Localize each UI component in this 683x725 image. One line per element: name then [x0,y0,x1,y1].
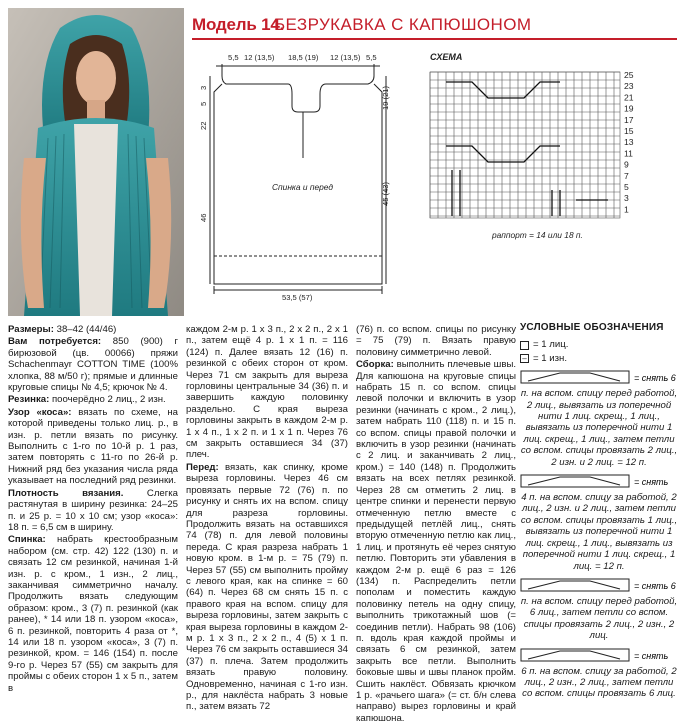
legend-cable-2 [520,472,678,572]
chart-row-number: 9 [624,159,629,170]
paragraph-heading: Сборка: [356,359,394,371]
legend-cable-3 [520,576,678,642]
chart-row-number: 21 [624,92,634,103]
paragraph [8,488,178,534]
chart-row-number: 7 [624,170,629,181]
paragraph [8,324,178,335]
cable-description: 6 п. на вспом. спицу за работой, 2 лиц., 2 изн., 2 лиц., затем петли со вспом. спицы провязать 6 лиц. [521,665,677,700]
paragraph [356,324,516,358]
model-number: Модель 14. [192,15,285,34]
paragraph-text: выполнить плечевые швы. Для капюшона на круговые спицы набрать 15 п. со вспом. спицы левой полочки и включить в узор резинки (начинать с кром., 2 лиц.), затем набрать 110 (118) п. и 15 п. со вспом. спицы правой полочки и включить в узор резинки (начинать с 2 лиц. и заканчивать 2 лиц., кром.) = 140 (148) п. Продолжить вязать на всех петлях резинкой. Через 28 см отметить 2 лиц. в центре спинки и перенести первую отмеченную петлю вместе с предыдущей петлёй лиц., снять вторую отмеченную петлю как лиц., 1 лиц. и протянуть её через снятую петлю. Повторить эти убавления в каждом 2-м р. ещё 6 раз = 126 (134) п. Распределить петли пополам и поместить каждую половинку петель на одну спицу, выполнить трикотажный шов (= соединив петли). Набрать 98 (106) п. вдоль края каждой проймы и связать 6 см резинкой, затем закрыть все петли. Выполнить боковые швы и швы планок пройм. Сшить наклёст. Обвязать крючком 1 р. «рачьего шага» (= ст. б/н слева направо) вырез горловины и край капюшона. [356,359,516,724]
chart-row-number: 19 [624,103,634,114]
left-dim-1: 3 [199,85,208,90]
knit-symbol-icon [520,341,529,350]
cable-lead-text: = снять 6 [634,580,676,591]
paragraph-text: 850 (900) г бирюзовой (цв. 00066) пряжи Schachenmayr COTTON TIME (100% хлопка, 88 м/50 г); прямые и длинные круговые спицы № 4,5; крючок № 4. [8,336,178,394]
legend-purl-label: = 1 изн. [533,352,567,364]
model-photo-illustration [8,8,184,316]
top-dim-2: 12 (13,5) [244,53,275,62]
legend-knit-label: = 1 лиц. [533,339,569,351]
chart-row-number: 25 [624,70,634,80]
right-dim-2: 45 (43) [381,181,390,206]
chart-row-number: 13 [624,137,634,148]
paragraph-text: Слегка растянутая в ширину резинка: 24–25 п. и 25 р. = 10 х 10 см; узор «коса»: 18 п. = 6,5 см в ширину. [8,487,178,533]
paragraph-text: 38–42 (44/46) [53,324,117,335]
legend-purl [520,353,678,364]
cable-symbol-icon [520,368,678,388]
bottom-dim: 53,5 (57) [282,293,313,302]
paragraph [8,394,178,405]
model-photo [8,8,184,316]
top-dim-4: 12 (13,5) [330,53,361,62]
text-column-3 [356,324,516,725]
paragraph [356,359,516,724]
chart-row-number: 15 [624,126,634,136]
paragraph-text: поочерёдно 2 лиц., 2 изн. [49,394,166,406]
paragraph-heading: Перед: [186,461,219,473]
chart-row-number: 3 [624,193,629,204]
chart-row-number: 5 [624,182,629,192]
paragraph-heading: Плотность вязания. [8,487,124,499]
text-column-2 [186,324,348,714]
chart-row-number: 1 [624,204,629,215]
schematic-label: Спинка и перед [272,182,333,192]
paragraph [8,534,178,694]
text-column-1 [8,324,178,695]
paragraph-text: (76) п. со вспом. спицы по рисунку = 75 (79) п. Вязать правую половину симметрично левой. [356,324,516,358]
paragraph-heading: Узор «коса»: [8,406,72,418]
garment-schematic [192,46,402,316]
paragraph [8,336,178,393]
top-dim-1: 5,5 [228,53,239,62]
legend [520,322,678,700]
cable-lead-text: = снять [634,477,669,488]
legend-knit [520,339,678,350]
legend-cable-4 [520,646,678,700]
cable-lead-text: = снять 6 [634,373,676,384]
legend-cable-1 [520,368,678,468]
left-dim-2: 5 [199,101,208,106]
right-dim-1: 19 (21) [381,85,390,110]
cable-description: п. на вспом. спицу перед работой, 6 лиц., затем петли со вспом. спицы провязать 2 лиц., 2 изн., 2 лиц. [520,595,678,642]
paragraph-heading: Вам потребуется: [8,336,102,348]
paragraph [186,324,348,461]
paragraph-heading: Размеры: [8,324,54,335]
cable-description: п. на вспом. спицу перед работой, 2 лиц., вывязать из поперечной нити 1 лиц. скрещ., 1 лиц., вывязать из поперечной нити 1 лиц. скрещ., 1 лиц., затем петли со вспом. спицы провязать 2 лиц., 2 изн. и 2 лиц. = 12 п. [520,388,678,468]
paragraph-heading: Резинка: [8,394,50,406]
top-dim-3: 18,5 (19) [288,53,319,62]
legend-title: УСЛОВНЫЕ ОБОЗНАЧЕНИЯ [520,322,664,333]
chart-row-number: 17 [624,114,634,125]
cable-symbol-icon [520,576,678,596]
chart-row-number: 23 [624,81,634,92]
left-dim-3: 22 [199,121,208,130]
paragraph-text: каждом 2-м р. 1 х 3 п., 2 х 2 п., 2 х 1 п., затем ещё 4 р. 1 х 1 п. = 116 (124) п. Далее вязать 12 (16) п. резинкой с обеих сторон от кром. Через 71 см закрыть для выреза горловины центральные 34 (36) п. и завершить каждую половинку раздельно. С края выреза горловины закрыть в каждом 2-м р. 1 х 4 п., 1 х 2 п. и 1 х 1 п. Через 76 см закрыть оставшиеся 34 (37) плеч. [186,324,348,461]
top-dim-5: 5,5 [366,53,377,62]
purl-symbol-icon: – [520,354,529,363]
paragraph-text: вязать по схеме, на которой приведены только лиц. р., в изн. р. петли вязать по рисунку. Выполнить с 1-го по 10-й р. 1 раз, затем повторять с 11-го по 26-й р. Нижний ряд без указания числа ряда указывает на последний ряд резинки. [8,406,178,487]
paragraph [8,407,178,487]
cable-symbol-icon [520,472,678,492]
paragraph [186,462,348,713]
model-title: БЕЗРУКАВКА С КАПЮШОНОМ [274,15,532,34]
paragraph-heading: Спинка: [8,534,46,546]
chart-row-number: 11 [624,148,633,159]
stitch-chart [412,50,680,250]
paragraph-text: набрать крестообразным набором (см. стр. 42) 122 (130) п. и связать 12 см резинкой, начиная 1-й изн. р. с кром., 1 изн., 2 лиц., заканчивая симметрично началу. Продолжить вязать следующим образом: кром., 3 (7) п. резинкой (как ранее), * 14 или 18 п. узором «коса», 6 п. резинкой, повторить 4 раза от *, 14 или 18 п. узором «коса», 3 (7) п. резинкой, кром. = 146 (154) п. после 9-го р. Через 57 (55) см закрыть для проймы с обеих сторон 1 х 5 п., затем в [8,534,178,694]
cable-description: 4 п. на вспом. спицу за работой, 2 лиц., 2 изн. и 2 лиц., затем петли со вспом. спицы провязать 1 лиц., вывязать из поперечной нити 1 лиц. скрещ., 1 лиц., вывязать из поперечной нити 1 лиц. скрещ., 1 лиц. = 12 п. [520,492,678,572]
chart-repeat: раппорт = 14 или 18 п. [492,230,583,240]
paragraph-text: вязать, как спинку, кроме выреза горловины. Через 46 см провязать первые 72 (76) п. по рисунку и снять их на вспом. спицу для разреза горловины. Продолжить вязать на оставшихся 74 (78) п. для левой половины переда. С края разреза набрать 1 новую кром. в 1-м р. = 75 (79) п. Через 57 (55) см выполнить пройму с левого края, как на спинке = 60 (64) п. Через 68 см снять 15 п. с правого края на вспом. спицу для выреза горловины, затем закрыть с края выреза горловины в каждом 2-м р. 1 х 3 п., 2 х 2 п., 4 (5) х 1 п. Через 76 см закрыть оставшиеся 34 (37) п. плеча. Затем продолжить вязать правую половину. Одновременно, начиная с 1-го изн. р., для наклёста набрать 3 новые п., затем вязать 72 [186,461,348,713]
cable-lead-text: = снять [634,650,669,661]
page-header [192,10,677,40]
left-dim-4: 46 [199,213,208,222]
chart-title: СХЕМА [430,52,463,62]
cable-symbol-icon [520,646,678,666]
